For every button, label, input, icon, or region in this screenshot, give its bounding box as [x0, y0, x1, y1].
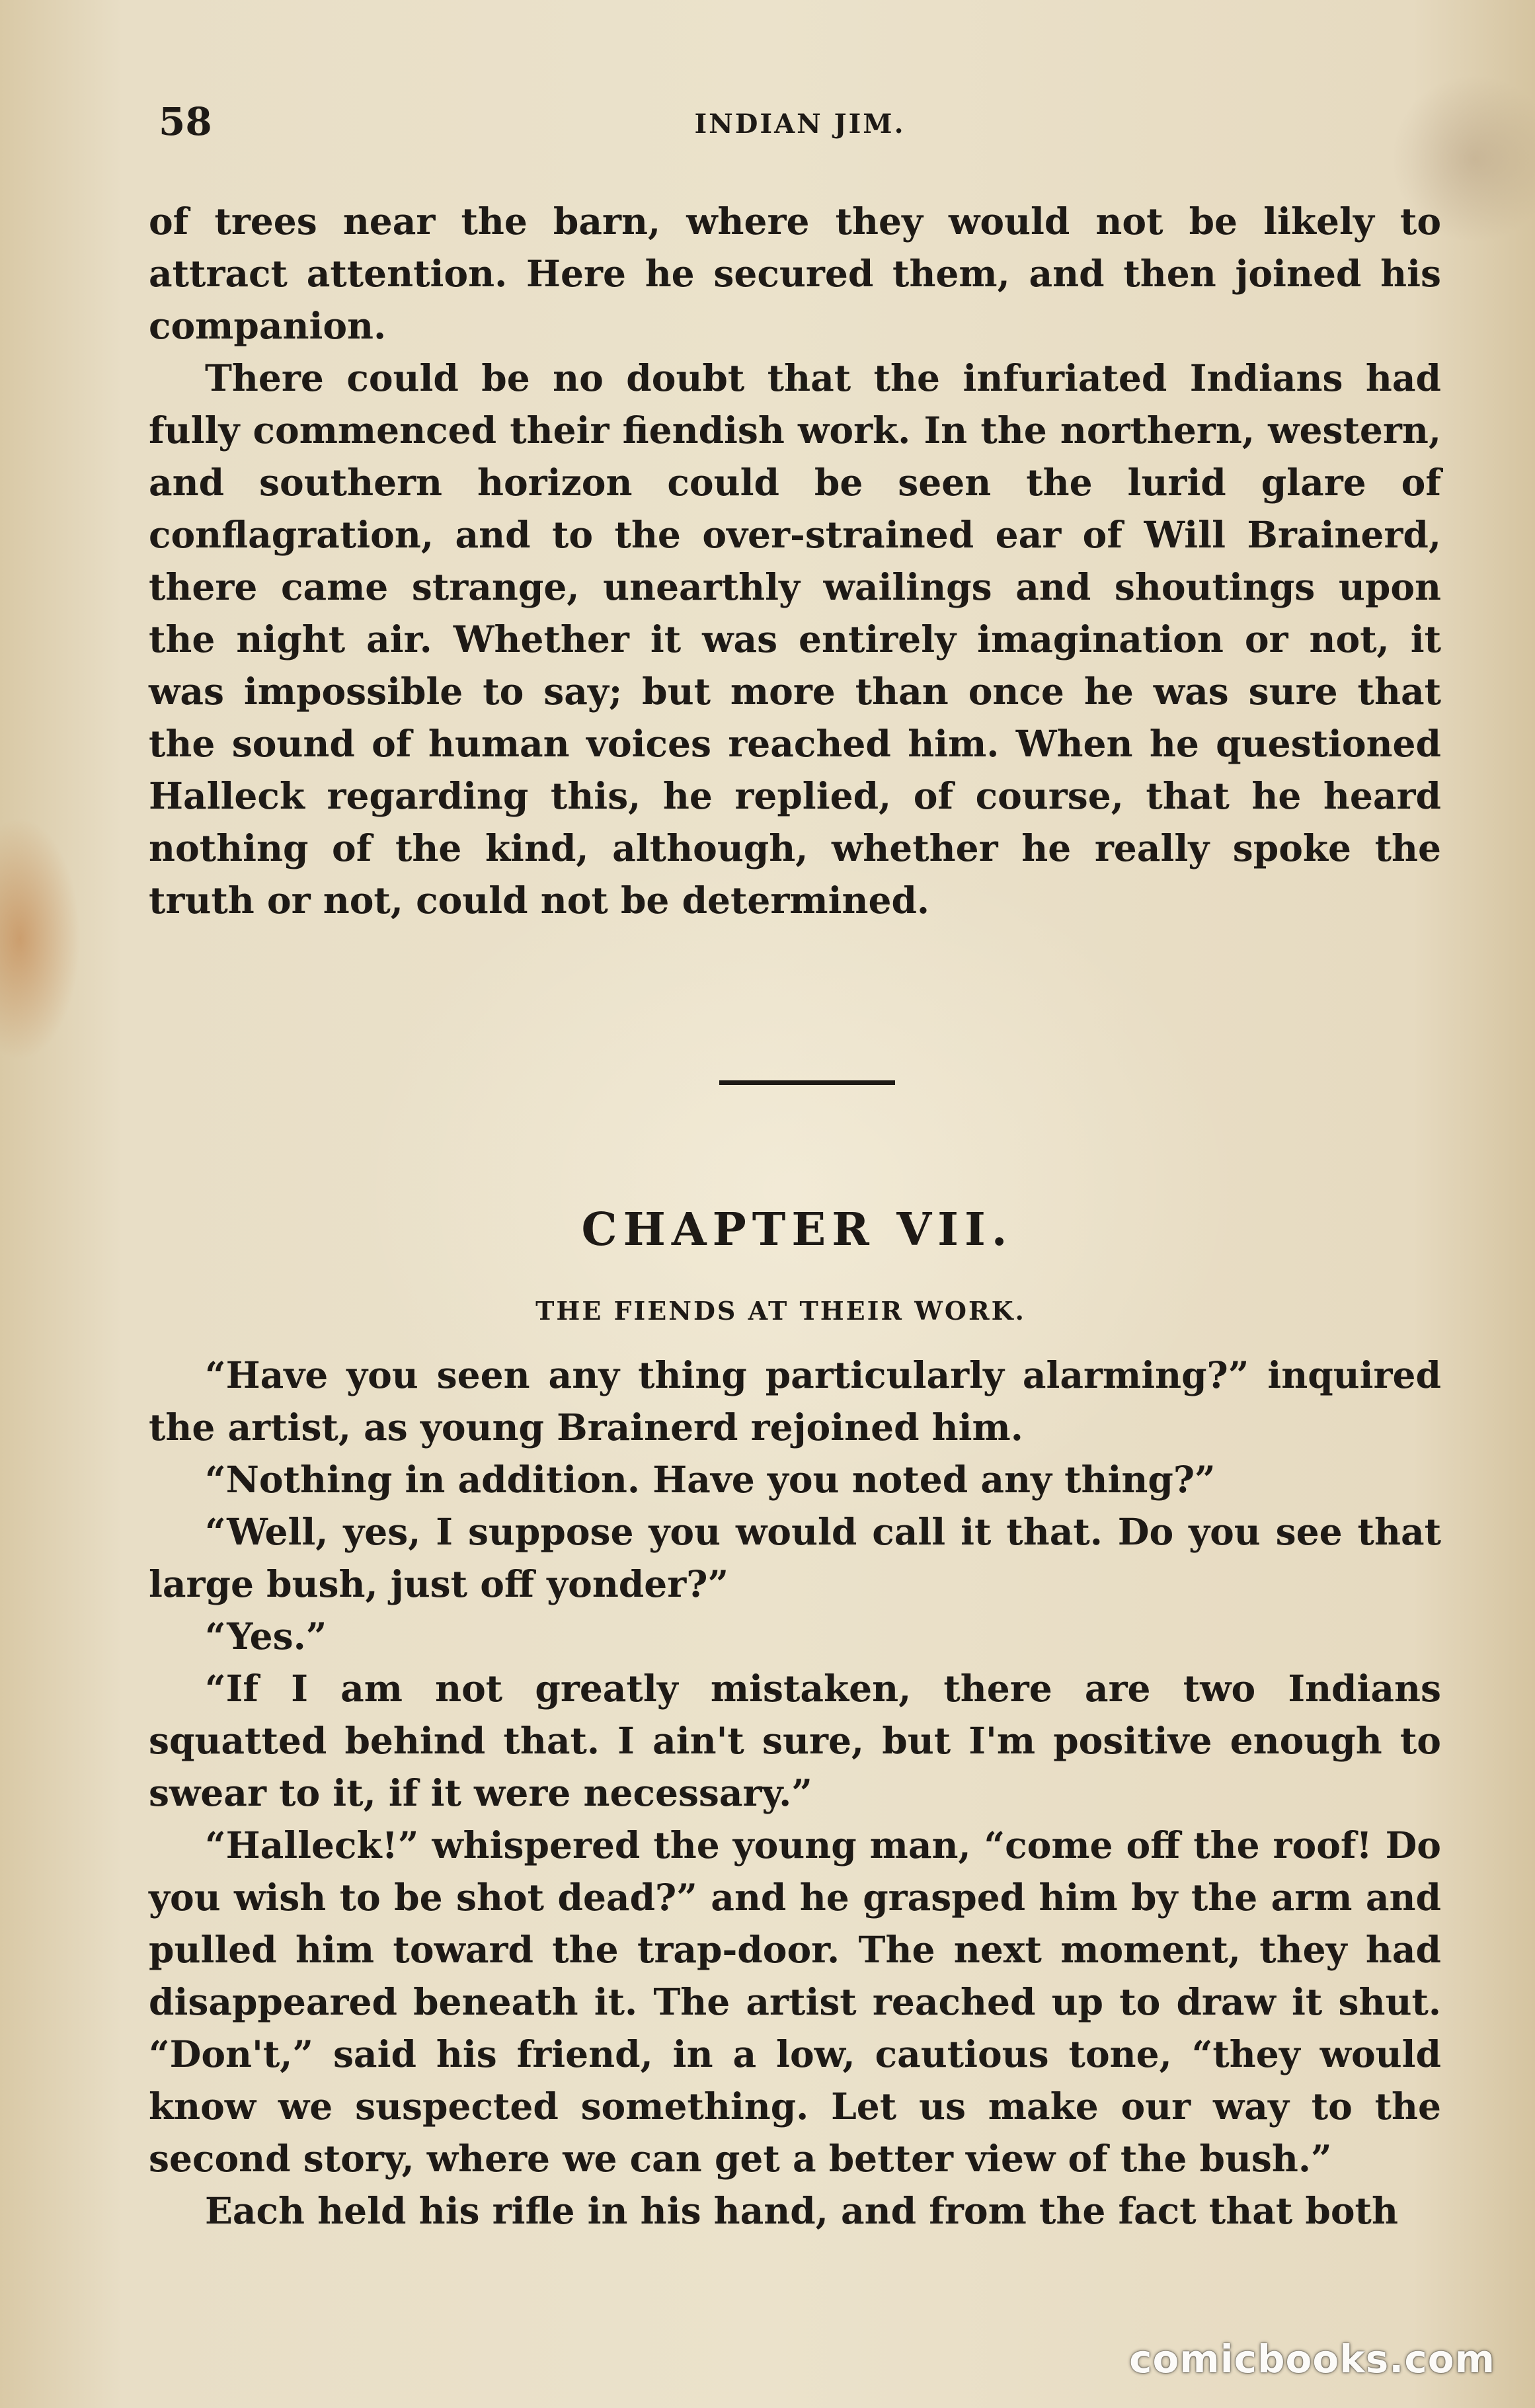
paragraph: “If I am not greatly mistaken, there are two Indians squatted behind that. I ain't sure, but I'm positive enough to swear to it, if it were necessary.” [149, 1667, 1441, 1814]
paragraph: “Halleck!” whispered the young man, “come off the roof! Do you wish to be shot dead?” and he grasped him by the arm and pulled him toward the trap-door. The next moment, they had disappeared beneath it. The artist reached up to draw it shut. “Don't,” said his friend, in a low, cautious tone, “they would know we suspected something. Let us make our way to the second story, where we can get a better view of the bush.” [149, 1824, 1441, 2180]
page-header [159, 99, 1441, 152]
text-block-top [149, 195, 1441, 926]
paragraph: of trees near the barn, where they would not be likely to attract attention. Here he secured them, and then joined his companion. [149, 200, 1441, 347]
running-title: INDIAN JIM. [694, 108, 906, 140]
chapter-subtitle: THE FIENDS AT THEIR WORK. [535, 1296, 1026, 1326]
watermark: comicbooks.com [1129, 2337, 1495, 2382]
paragraph: “Nothing in addition. Have you noted any thing?” [205, 1458, 1216, 1501]
paragraph: “Yes.” [205, 1615, 327, 1658]
section-divider [719, 1080, 895, 1085]
paragraph: Each held his rifle in his hand, and from the fact that both [205, 2189, 1398, 2232]
paragraph: “Have you seen any thing particularly alarming?” inquired the artist, as young Brainerd rejoined him. [149, 1353, 1441, 1449]
paragraph: There could be no doubt that the infuriated Indians had fully commenced their fiendish work. In the northern, western, and southern horizon could be seen the lurid glare of conflagration, and to the over-strained ear of Will Brainerd, there came strange, unearthly wailings and shoutings upon the night air. Whether it was entirely imagination or not, it was impossible to say; but more than once he was sure that the sound of human voices reached him. When he questioned Halleck regarding this, he replied, of course, that he heard nothing of the kind, although, whether he really spoke the truth or not, could not be determined. [149, 356, 1441, 922]
text-block-bottom [149, 1349, 1441, 2237]
paragraph: “Well, yes, I suppose you would call it that. Do you see that large bush, just off yonder?” [149, 1510, 1441, 1605]
chapter-title: CHAPTER VII. [581, 1203, 1013, 1256]
page-number: 58 [159, 99, 212, 144]
